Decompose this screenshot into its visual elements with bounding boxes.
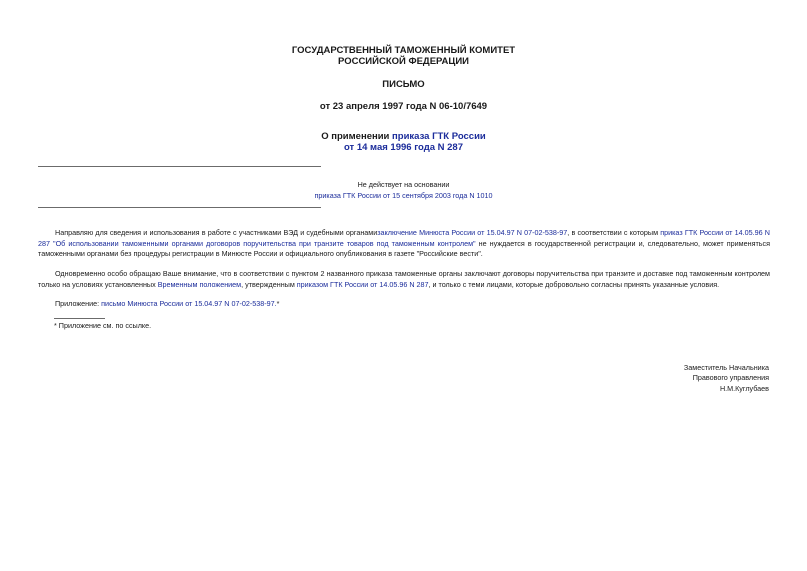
p2-text-b: , утвержденным — [241, 279, 297, 289]
signature-block — [684, 363, 769, 394]
footnote-divider — [54, 318, 105, 319]
order-287-link-2[interactable]: приказом ГТК России от 14.05.96 N 287 — [296, 279, 429, 289]
order-287-link[interactable]: приказ ГТК России от 14.05.96 N 287 "Об использовании таможенными органами договоров поручительства при транзите товаров под таможенным контролем" — [38, 228, 770, 248]
appendix-label: Приложение: — [55, 299, 102, 308]
p2-text-c: , и только с теми лицами, которые добровольно согласны принять указанные условия. — [428, 279, 720, 289]
document-subject — [0, 131, 807, 153]
status-order-link[interactable]: приказа ГТК России от 15 сентября 2003 года N 1010 — [314, 191, 493, 200]
issuer-line-2: РОССИЙСКОЙ ФЕДЕРАЦИИ — [337, 56, 469, 67]
status-block — [0, 179, 807, 201]
subject-order-link[interactable]: приказа ГТК России — [392, 131, 486, 142]
paragraph-2 — [38, 269, 770, 290]
signer-name: Н.М.Куглубаев — [719, 383, 769, 393]
issuer-line-1: ГОСУДАРСТВЕННЫЙ ТАМОЖЕННЫЙ КОМИТЕТ — [291, 45, 516, 56]
temporary-regulation-link[interactable]: Временным положением — [157, 279, 242, 289]
divider-top — [38, 166, 321, 167]
p1-text-c: не нуждается в государственной регистрации и, следовательно, может применяться таможенными органами без процедуры регистрации в Минюсте России и официального опубликования в газете "Российские вести". — [38, 238, 770, 259]
appendix-asterisk: * — [276, 299, 280, 308]
p1-text-a: Направляю для сведения и использования в работе с участниками ВЭД и судебными органами — [55, 228, 378, 237]
subject-order-date-link[interactable]: от 14 мая 1996 года N 287 — [343, 142, 464, 153]
minjust-conclusion-link[interactable]: заключение Минюста России от 15.04.97 N 07-02-538-97 — [377, 228, 568, 237]
document-type: ПИСЬМО — [382, 79, 425, 90]
document-date-number: от 23 апреля 1997 года N 06-10/7649 — [319, 101, 488, 112]
subject-line-1 — [0, 131, 807, 142]
issuer-name — [0, 45, 807, 67]
divider-bottom — [38, 207, 321, 208]
p2-text-a: Одновременно особо обращаю Ваше внимание, что в соответствии с пунктом 2 названного приказа таможенные органы заключают договоры поручительства при транзите и доставке под таможенным контролем только на условиях установленных — [38, 269, 770, 289]
signer-position-2: Правового управления — [692, 373, 769, 383]
subject-line-2 — [0, 142, 807, 153]
paragraph-1 — [38, 228, 770, 260]
p1-text-b: , в соответствии с которым — [567, 228, 661, 237]
status-text: Не действует на основании — [357, 180, 450, 189]
appendix-link[interactable]: письмо Минюста России от 15.04.97 N 07-02-538-97. — [101, 299, 277, 308]
appendix-line — [38, 299, 770, 310]
subject-prefix: О применении — [321, 131, 393, 142]
footnote: * Приложение см. по ссылке. — [54, 321, 152, 330]
signer-position-1: Заместитель Начальника — [683, 363, 769, 372]
